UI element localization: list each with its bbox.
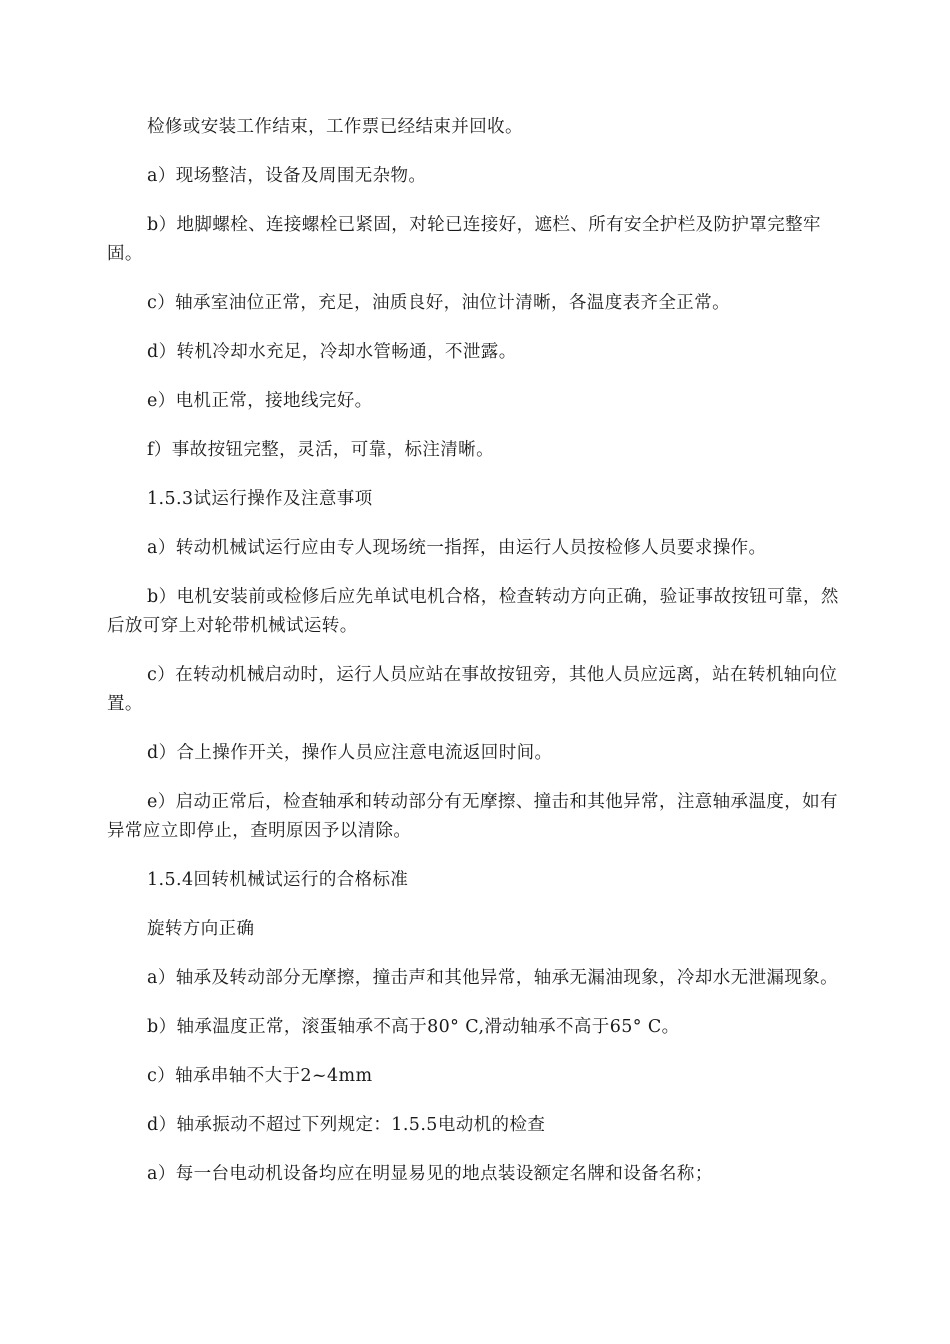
paragraph-item-d-cooling-water: d）转机冷却水充足，冷却水管畅通，不泄露。 bbox=[147, 342, 517, 362]
paragraph-motor-check-a-nameplate: a）每一台电动机设备均应在明显易见的地点装设额定名牌和设备名称； bbox=[147, 1164, 713, 1184]
paragraph-trial-b-motor-test: b）电机安装前或检修后应先单试电机合格，检查转动方向正确，验证事故按钮可靠，然后放可穿上对轮带机械试运转。 bbox=[107, 587, 839, 636]
paragraph-standard-d-vibration: d）轴承振动不超过下列规定：1.5.5电动机的检查 bbox=[147, 1115, 546, 1135]
paragraph-trial-c-standing-position: c）在转动机械启动时，运行人员应站在事故按钮旁，其他人员应远离，站在转机轴向位置。 bbox=[107, 665, 838, 714]
document-body bbox=[107, 113, 847, 1209]
paragraph-item-e-motor: e）电机正常，接地线完好。 bbox=[147, 391, 373, 411]
paragraph-work-finished: 检修或安装工作结束，工作票已经结束并回收。 bbox=[147, 117, 523, 137]
paragraph-trial-e-after-start: e）启动正常后，检查轴承和转动部分有无摩擦、撞击和其他异常，注意轴承温度，如有异常应立即停止，查明原因予以清除。 bbox=[107, 792, 838, 841]
paragraph-trial-a-command: a）转动机械试运行应由专人现场统一指挥，由运行人员按检修人员要求操作。 bbox=[147, 538, 767, 558]
paragraph-standard-c-axial-play: c）轴承串轴不大于2~4mm bbox=[147, 1066, 373, 1086]
paragraph-standard-b-temperature: b）轴承温度正常，滚蛋轴承不高于80° C,滑动轴承不高于65° C。 bbox=[147, 1017, 680, 1037]
paragraph-trial-d-switch: d）合上操作开关，操作人员应注意电流返回时间。 bbox=[147, 743, 553, 763]
section-heading-1-5-4: 1.5.4回转机械试运行的合格标准 bbox=[147, 870, 409, 890]
paragraph-item-a-site-clean: a）现场整洁，设备及周围无杂物。 bbox=[147, 166, 427, 186]
paragraph-item-b-bolts: b）地脚螺栓、连接螺栓已紧固，对轮已连接好，遮栏、所有安全护栏及防护罩完整牢固。 bbox=[107, 215, 821, 264]
section-heading-1-5-3: 1.5.3试运行操作及注意事项 bbox=[147, 489, 373, 509]
paragraph-item-c-oil-level: c）轴承室油位正常，充足，油质良好，油位计清晰，各温度表齐全正常。 bbox=[147, 293, 730, 313]
paragraph-standard-a-no-friction: a）轴承及转动部分无摩擦，撞击声和其他异常，轴承无漏油现象，冷却水无泄漏现象。 bbox=[147, 968, 839, 988]
paragraph-rotation-direction: 旋转方向正确 bbox=[147, 919, 255, 939]
paragraph-item-f-emergency-button: f）事故按钮完整，灵活，可靠，标注清晰。 bbox=[147, 440, 494, 460]
